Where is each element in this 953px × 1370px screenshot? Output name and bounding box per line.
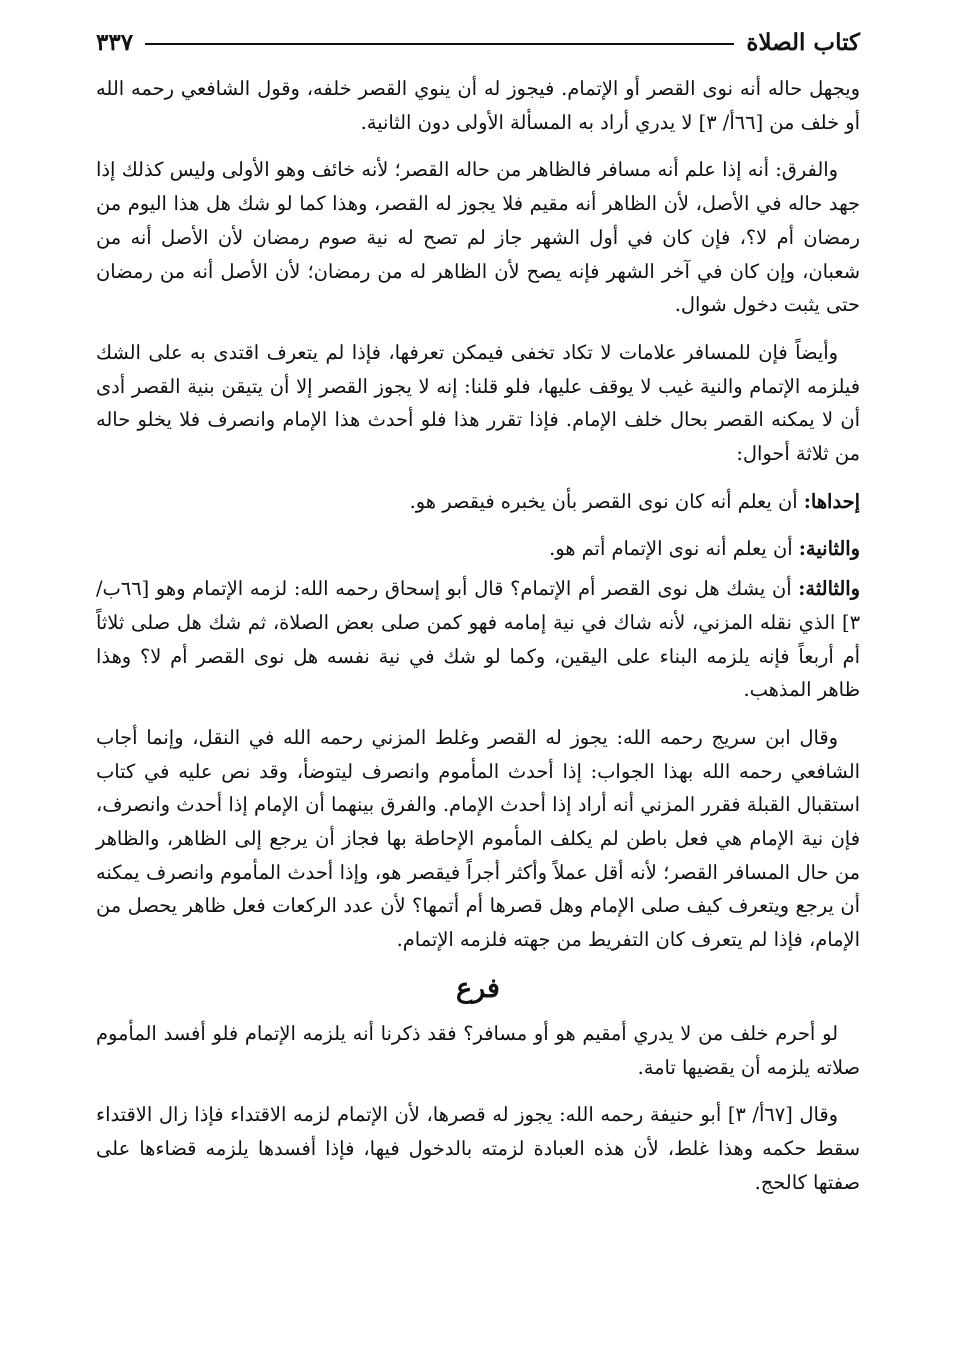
case-label: إحداها:: [803, 489, 860, 513]
case-label: والثانية:: [798, 537, 860, 561]
case-text: أن يشك هل نوى القصر أم الإتمام؟ قال أبو إسحاق رحمه الله: لزمه الإتمام وهو [٦٦ب/ ٣] الذي نقله المزني، لأنه شاك في نية إمامه فهو كمن صلى بعض الصلاة، ثم شك هل صلى ثلاثاً أم أربعاً فإنه يلزمه البناء على اليقين، وكما لو شك في نية نفسه هل نوى القصر أم لا؟ وهذا ظاهر المذهب.: [96, 577, 860, 702]
case-item: [96, 572, 860, 707]
paragraph: وأيضاً فإن للمسافر علامات لا تكاد تخفى فيمكن تعرفها، فإذا لم يتعرف اقتدى به على الشك فيلزمه الإتمام والنية غيب لا يوقف عليها، فلو قلنا: إنه لا يجوز القصر إلا أن يتيقن بنية القصر أدى أن لا يمكنه القصر بحال خلف الإمام. فإذا تقرر هذا فلو أحدث هذا الإمام وانصرف فلا يخلو حاله من ثلاثة أحوال:: [96, 340, 860, 466]
page-header: [96, 22, 860, 62]
case-text: أن يعلم أنه نوى الإتمام أتم هو.: [549, 537, 799, 561]
paragraph: وقال ابن سريج رحمه الله: يجوز له القصر وغلط المزني رحمه الله في النقل، وإنما أجاب الشافعي رحمه الله بهذا الجواب: إذا أحدث المأموم وانصرف ليتوضأ، وقد نص عليه في كتاب استقبال القبلة فقرر المزني أنه أراد إذا أحدث الإمام. والفرق بينهما أن الإمام إذا أحدث وانصرف، فإن نية الإمام هي فعل باطن لم يكلف المأموم الإحاطة بها فجاز أن يرجع إلى الظاهر، والظاهر من حال المسافر القصر؛ لأنه أقل عملاً وأكثر أجراً فيقصر هو، وإذا أحدث المأموم وانصرف يمكنه أن يرجع ويتعرف كيف صلى الإمام وهل قصرها أم أتمها؟ لأن عدد الركعات فعل ظاهر يحصل من الإمام، فإذا لم يتعرف كان التفريط من جهته فلزمه الإتمام.: [96, 725, 860, 952]
page-body: [96, 72, 860, 1213]
case-text: أن يعلم أنه كان نوى القصر بأن يخبره فيقصر هو.: [409, 489, 804, 513]
paragraph: وقال [٦٧أ/ ٣] أبو حنيفة رحمه الله: يجوز له قصرها، لأن الإتمام لزمه الاقتداء فإذا زال الاقتداء سقط حكمه وهذا غلط، لأن هذه العبادة لزمته بالدخول فيها، فإذا أفسدها يلزمه قضاءها على صفتها كالحج.: [96, 1103, 860, 1194]
paragraph: والفرق: أنه إذا علم أنه مسافر فالظاهر من حاله القصر؛ لأنه خائف وهو الأولى وليس كذلك إذا جهد حاله في الأصل، لأن الظاهر أنه مقيم فلا يجوز له القصر، وهذا كما لو شك هل هذا اليوم من رمضان أم لا؟، فإن كان في أول الشهر جاز لم تصح له نية صوم رمضان لأن الأصل أنه من شعبان، وإن كان في آخر الشهر فإنه يصح لأن الظاهر له من رمضان؛ لأن الأصل أنه من رمضان حتى يثبت دخول شوال.: [96, 158, 860, 317]
case-label: والثالثة:: [798, 577, 860, 601]
section-heading: فرع: [456, 972, 500, 1004]
chapter-title: كتاب الصلاة: [746, 28, 860, 56]
page-number: ٣٣٧: [96, 28, 134, 56]
case-item: [96, 485, 860, 519]
header-rule: [145, 43, 734, 45]
case-item: [96, 532, 860, 566]
paragraph: لو أحرم خلف من لا يدري أمقيم هو أو مسافر؟ فقد ذكرنا أنه يلزمه الإتمام فلو أفسد المأموم صلاته يلزمه أن يقضيها تامة.: [96, 1021, 860, 1079]
paragraph: ويجهل حاله أنه نوى القصر أو الإتمام. فيجوز له أن ينوي القصر خلفه، وقول الشافعي رحمه الله أو خلف من [٦٦أ/ ٣] لا يدري أراد به المسألة الأولى دون الثانية.: [96, 77, 860, 134]
